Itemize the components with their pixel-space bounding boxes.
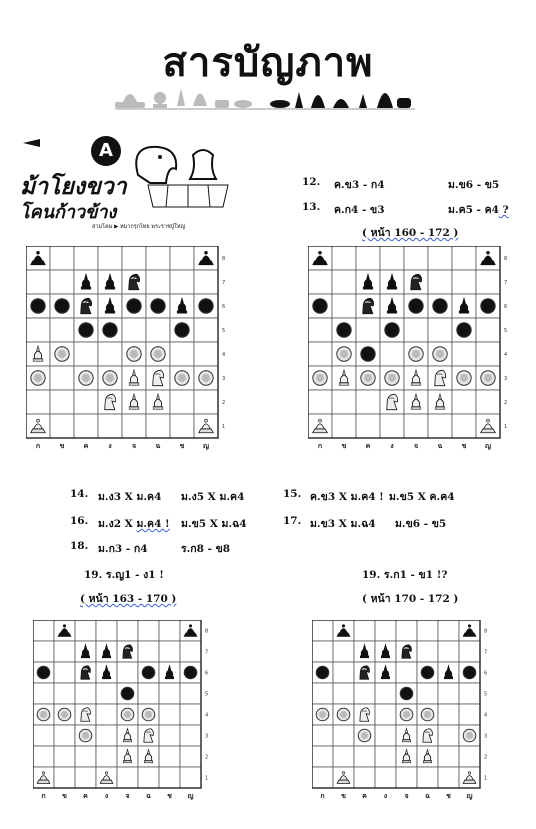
logo-credit: สามโคม ▶ หมากรุกไทย พระราชปู่ใหญ่ — [92, 224, 186, 230]
board-square — [98, 246, 122, 270]
black-bia-piece-icon — [79, 323, 93, 337]
board-square — [96, 725, 117, 746]
board-square — [170, 390, 194, 414]
rank-label: 4 — [504, 352, 508, 358]
board-square — [333, 662, 354, 683]
rank-label: 7 — [484, 649, 488, 656]
move-14-a: ม.ง3 X ม.ค4 — [98, 491, 162, 503]
file-label: จ — [404, 792, 409, 800]
file-label: ค — [83, 442, 89, 450]
black-bia-piece-icon — [31, 299, 45, 313]
rank-label: 2 — [205, 754, 209, 761]
black-bia-piece-icon — [184, 666, 197, 679]
white-bia-piece-icon — [361, 371, 375, 385]
board-square — [438, 620, 459, 641]
black-bia-piece-icon — [337, 323, 351, 337]
white-bia-piece-icon — [31, 371, 45, 385]
board-square — [396, 662, 417, 683]
move-13-white: ค.ก4 - ข3 — [334, 204, 385, 216]
move-18-b: ร.ก8 - ข8 — [181, 543, 231, 555]
rank-label: 4 — [222, 352, 226, 358]
board-square — [417, 620, 438, 641]
white-bia-piece-icon — [463, 729, 476, 742]
board-square — [180, 767, 201, 788]
board-square — [138, 641, 159, 662]
board-square — [170, 342, 194, 366]
board-square — [308, 390, 332, 414]
move-16-b: ม.ข5 X ม.ฉ4 — [181, 518, 247, 530]
rank-label: 1 — [504, 424, 508, 430]
board-square — [194, 318, 218, 342]
rank-label: 1 — [222, 424, 226, 430]
rank-label: 1 — [205, 775, 209, 782]
file-label: ช — [461, 442, 467, 450]
board-square — [122, 246, 146, 270]
black-bia-piece-icon — [199, 299, 213, 313]
move-num-12: 12. — [302, 176, 321, 188]
board-square — [459, 683, 480, 704]
board-square — [54, 746, 75, 767]
black-bia-piece-icon — [400, 687, 413, 700]
board-square — [138, 767, 159, 788]
rank-label: 7 — [222, 280, 226, 286]
board-square — [452, 414, 476, 438]
board-square — [98, 342, 122, 366]
board-square — [354, 683, 375, 704]
file-label: ก — [320, 792, 325, 800]
file-label: จ — [125, 792, 130, 800]
rank-label: 7 — [205, 649, 209, 656]
board-square — [170, 414, 194, 438]
rank-label: 3 — [484, 733, 488, 740]
board-top-right — [308, 246, 512, 452]
file-label: ก — [317, 442, 323, 450]
rank-label: 8 — [504, 256, 508, 262]
white-bia-piece-icon — [37, 708, 50, 721]
move-17-a: ม.ข3 X ม.ฉ4 — [310, 518, 376, 530]
file-label: ข — [341, 792, 346, 800]
black-bia-piece-icon — [409, 299, 423, 313]
board-square — [50, 318, 74, 342]
board-square — [33, 641, 54, 662]
white-bia-piece-icon — [151, 347, 165, 361]
file-label: ง — [104, 792, 109, 800]
black-bia-piece-icon — [127, 299, 141, 313]
board-square — [438, 746, 459, 767]
file-label: ง — [390, 442, 394, 450]
file-label: ฉ — [155, 442, 161, 450]
logo-line2: โคนก้าวข้าง — [20, 202, 117, 223]
board-square — [380, 414, 404, 438]
move-12-black: ม.ข6 - ข5 — [448, 179, 500, 191]
white-bia-piece-icon — [400, 708, 413, 721]
board-square — [417, 767, 438, 788]
board-square — [375, 746, 396, 767]
board-square — [417, 641, 438, 662]
rank-label: 8 — [205, 628, 209, 635]
board-square — [180, 746, 201, 767]
page-ref-top: ( หน้า 160 - 172 ) — [362, 227, 459, 239]
rank-label: 6 — [504, 304, 508, 310]
board-square — [26, 318, 50, 342]
board-square — [332, 294, 356, 318]
move-15-a: ค.ข3 X ม.ค4 ! — [310, 491, 384, 503]
file-label: ฉ — [146, 792, 151, 800]
white-bia-piece-icon — [55, 347, 69, 361]
file-label: ก — [41, 792, 46, 800]
white-bia-piece-icon — [79, 371, 93, 385]
board-square — [404, 318, 428, 342]
board-square — [74, 342, 98, 366]
board-square — [75, 683, 96, 704]
board-square — [138, 683, 159, 704]
board-square — [54, 767, 75, 788]
rank-label: 6 — [222, 304, 226, 310]
file-label: ช — [446, 792, 451, 800]
logo — [18, 135, 243, 235]
white-bia-piece-icon — [409, 347, 423, 361]
white-bia-piece-icon — [358, 729, 371, 742]
board-square — [50, 270, 74, 294]
rank-label: 5 — [222, 328, 226, 334]
board-square — [380, 246, 404, 270]
board-square — [380, 342, 404, 366]
file-label: ช — [167, 792, 172, 800]
board-square — [33, 725, 54, 746]
black-bia-piece-icon — [421, 666, 434, 679]
board-bottom-left — [33, 620, 213, 802]
move-16-a: ม.ง2 X ม.ค4 ! — [98, 518, 170, 530]
rank-label: 3 — [222, 376, 226, 382]
board-square — [138, 620, 159, 641]
board-square — [54, 683, 75, 704]
black-bia-piece-icon — [457, 323, 471, 337]
board-square — [356, 390, 380, 414]
board-square — [146, 414, 170, 438]
black-bia-piece-icon — [121, 687, 134, 700]
board-square — [375, 767, 396, 788]
board-square — [438, 725, 459, 746]
black-bia-piece-icon — [55, 299, 69, 313]
board-square — [96, 620, 117, 641]
board-square — [476, 390, 500, 414]
white-bia-piece-icon — [421, 708, 434, 721]
black-bia-piece-icon — [175, 323, 189, 337]
board-square — [50, 246, 74, 270]
black-bia-piece-icon — [151, 299, 165, 313]
white-bia-piece-icon — [175, 371, 189, 385]
board-bottom-right-svg — [312, 620, 492, 802]
board-square — [452, 342, 476, 366]
board-square — [333, 725, 354, 746]
board-square — [476, 318, 500, 342]
file-label: ก — [35, 442, 41, 450]
rank-label: 3 — [205, 733, 209, 740]
black-bia-piece-icon — [433, 299, 447, 313]
file-label: ข — [62, 792, 67, 800]
board-square — [333, 746, 354, 767]
rank-label: 2 — [504, 400, 508, 406]
board-top-left-svg — [26, 246, 230, 452]
variation-right-move: 19. ร.ก1 - ข1 !? — [362, 569, 448, 581]
board-square — [428, 414, 452, 438]
board-square — [159, 704, 180, 725]
file-label: ค — [362, 792, 367, 800]
move-18-a: ม.ก3 - ก4 — [98, 543, 148, 555]
rank-label: 2 — [484, 754, 488, 761]
decorative-pieces-icon — [115, 76, 415, 114]
board-square — [74, 414, 98, 438]
white-bia-piece-icon — [385, 371, 399, 385]
white-bia-piece-icon — [79, 729, 92, 742]
white-bia-piece-icon — [58, 708, 71, 721]
board-square — [194, 270, 218, 294]
variation-left-page-ref: ( หน้า 163 - 170 ) — [80, 593, 177, 605]
board-square — [96, 746, 117, 767]
black-bia-piece-icon — [385, 323, 399, 337]
white-bia-piece-icon — [142, 708, 155, 721]
rank-label: 5 — [484, 691, 488, 698]
board-bottom-right — [312, 620, 492, 802]
board-square — [96, 704, 117, 725]
file-label: ญ — [203, 442, 209, 450]
rank-label: 7 — [504, 280, 508, 286]
board-square — [312, 746, 333, 767]
board-square — [396, 620, 417, 641]
board-square — [146, 246, 170, 270]
file-label: ฉ — [437, 442, 443, 450]
board-square — [333, 641, 354, 662]
board-square — [354, 746, 375, 767]
black-bia-piece-icon — [37, 666, 50, 679]
board-square — [33, 746, 54, 767]
rank-label: 8 — [222, 256, 226, 262]
board-square — [74, 390, 98, 414]
black-bia-piece-icon — [361, 347, 375, 361]
board-square — [146, 318, 170, 342]
file-label: ญ — [187, 792, 194, 800]
rank-label: 6 — [484, 670, 488, 677]
board-square — [26, 270, 50, 294]
board-square — [459, 704, 480, 725]
board-square — [354, 767, 375, 788]
board-square — [54, 662, 75, 683]
board-square — [438, 704, 459, 725]
white-bia-piece-icon — [103, 371, 117, 385]
board-square — [75, 620, 96, 641]
move-num-18: 18. — [70, 540, 89, 552]
board-square — [194, 390, 218, 414]
board-square — [404, 414, 428, 438]
board-bottom-left-svg — [33, 620, 213, 802]
rank-label: 8 — [484, 628, 488, 635]
board-square — [332, 414, 356, 438]
white-bia-piece-icon — [457, 371, 471, 385]
black-bia-piece-icon — [142, 666, 155, 679]
black-bia-piece-icon — [103, 323, 117, 337]
board-square — [33, 683, 54, 704]
logo-badge: A — [99, 140, 113, 161]
board-square — [356, 246, 380, 270]
board-square — [159, 620, 180, 641]
board-square — [159, 725, 180, 746]
board-square — [194, 342, 218, 366]
board-square — [438, 683, 459, 704]
board-square — [159, 767, 180, 788]
file-label: ค — [365, 442, 371, 450]
file-label: ฉ — [425, 792, 430, 800]
black-bia-piece-icon — [481, 299, 495, 313]
board-square — [98, 414, 122, 438]
white-bia-piece-icon — [127, 347, 141, 361]
board-square — [312, 767, 333, 788]
board-square — [332, 246, 356, 270]
variation-left-move: 19. ร.ญ1 - ง1 ! — [84, 569, 164, 581]
board-square — [96, 683, 117, 704]
board-square — [417, 683, 438, 704]
black-bia-piece-icon — [313, 299, 327, 313]
file-label: ข — [59, 442, 65, 450]
board-square — [122, 414, 146, 438]
board-square — [459, 641, 480, 662]
board-square — [170, 270, 194, 294]
white-bia-piece-icon — [337, 708, 350, 721]
board-square — [159, 683, 180, 704]
board-square — [75, 746, 96, 767]
board-square — [180, 725, 201, 746]
white-bia-piece-icon — [481, 371, 495, 385]
board-square — [180, 704, 201, 725]
board-square — [354, 620, 375, 641]
board-square — [50, 390, 74, 414]
rank-label: 6 — [205, 670, 209, 677]
board-square — [180, 641, 201, 662]
board-square — [312, 641, 333, 662]
board-square — [452, 390, 476, 414]
board-square — [50, 366, 74, 390]
file-label: ง — [108, 442, 112, 450]
board-square — [117, 662, 138, 683]
board-square — [312, 620, 333, 641]
move-num-13: 13. — [302, 201, 321, 213]
white-bia-piece-icon — [433, 347, 447, 361]
board-square — [428, 270, 452, 294]
move-13-black: ม.ค5 - ค4 ? — [448, 204, 509, 216]
board-top-left — [26, 246, 230, 452]
board-square — [438, 767, 459, 788]
move-12-white: ค.ข3 - ก4 — [334, 179, 385, 191]
board-square — [476, 342, 500, 366]
board-square — [117, 767, 138, 788]
white-bia-piece-icon — [199, 371, 213, 385]
board-square — [312, 683, 333, 704]
white-bia-piece-icon — [313, 371, 327, 385]
board-square — [356, 318, 380, 342]
page-title: สารบัญภาพ — [162, 40, 374, 86]
board-square — [75, 767, 96, 788]
board-square — [50, 414, 74, 438]
file-label: จ — [131, 442, 137, 450]
rank-label: 5 — [205, 691, 209, 698]
move-num-16: 16. — [70, 515, 89, 527]
file-label: ญ — [466, 792, 473, 800]
board-square — [170, 246, 194, 270]
white-bia-piece-icon — [121, 708, 134, 721]
board-square — [404, 246, 428, 270]
rank-label: 2 — [222, 400, 226, 406]
board-square — [332, 390, 356, 414]
file-label: ข — [341, 442, 347, 450]
board-square — [452, 270, 476, 294]
board-square — [356, 414, 380, 438]
board-square — [33, 620, 54, 641]
board-square — [117, 620, 138, 641]
board-square — [452, 246, 476, 270]
board-square — [308, 342, 332, 366]
white-bia-piece-icon — [316, 708, 329, 721]
file-label: จ — [413, 442, 419, 450]
board-square — [159, 641, 180, 662]
board-square — [375, 683, 396, 704]
rank-label: 4 — [484, 712, 488, 719]
rank-label: 3 — [504, 376, 508, 382]
file-label: ง — [383, 792, 388, 800]
move-14-b: ม.ง5 X ม.ค4 — [181, 491, 245, 503]
move-num-15: 15. — [283, 488, 302, 500]
board-square — [74, 246, 98, 270]
board-square — [159, 746, 180, 767]
variation-right-page-ref: ( หน้า 170 - 172 ) — [362, 593, 459, 605]
board-square — [308, 318, 332, 342]
file-label: ช — [179, 442, 185, 450]
board-square — [396, 767, 417, 788]
board-square — [476, 270, 500, 294]
board-square — [375, 704, 396, 725]
board-square — [122, 318, 146, 342]
board-square — [375, 725, 396, 746]
board-square — [438, 641, 459, 662]
board-square — [26, 390, 50, 414]
move-15-b: ม.ข5 X ค.ค4 — [389, 491, 455, 503]
logo-line1: ม้าโยงขวา — [20, 174, 127, 200]
board-square — [459, 746, 480, 767]
black-bia-piece-icon — [463, 666, 476, 679]
board-square — [312, 725, 333, 746]
board-square — [333, 683, 354, 704]
board-square — [375, 620, 396, 641]
board-square — [54, 641, 75, 662]
board-square — [428, 318, 452, 342]
white-bia-piece-icon — [337, 347, 351, 361]
board-square — [146, 270, 170, 294]
board-square — [428, 246, 452, 270]
board-square — [180, 683, 201, 704]
board-top-right-svg — [308, 246, 512, 452]
black-bia-piece-icon — [316, 666, 329, 679]
board-square — [54, 725, 75, 746]
board-square — [308, 270, 332, 294]
move-num-17: 17. — [283, 515, 302, 527]
rank-label: 1 — [484, 775, 488, 782]
rank-label: 5 — [504, 328, 508, 334]
move-num-14: 14. — [70, 488, 89, 500]
board-square — [332, 270, 356, 294]
move-17-b: ม.ข6 - ข5 — [395, 518, 447, 530]
rank-label: 4 — [205, 712, 209, 719]
file-label: ค — [83, 792, 88, 800]
file-label: ญ — [485, 442, 491, 450]
